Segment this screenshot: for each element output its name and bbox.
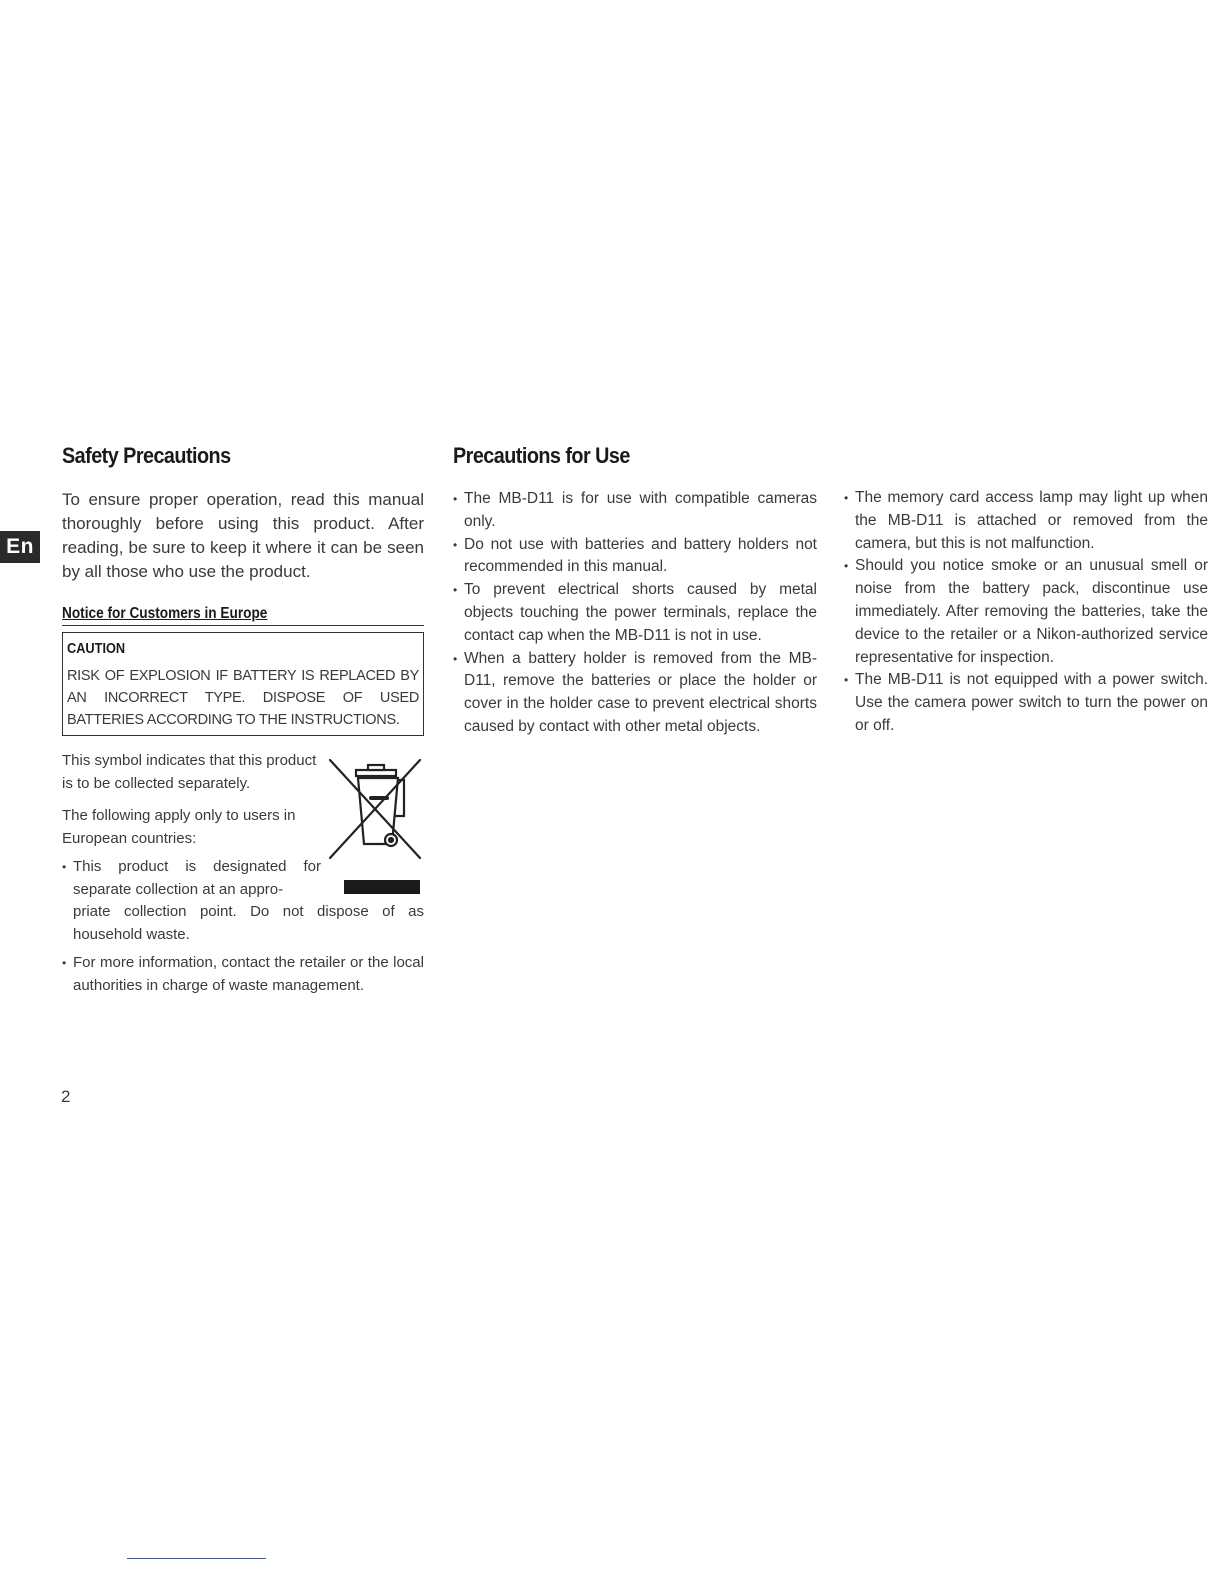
list-item <box>62 856 424 946</box>
caution-box <box>62 632 424 736</box>
precautions-continued-column <box>844 440 1208 738</box>
bullet-lead-text: • This product is designated for separate collection at an appro- <box>73 858 321 898</box>
disposal-symbol-section <box>62 750 424 997</box>
safety-intro-paragraph: To ensure proper operation, read this manual thoroughly before using this product. After reading, be sure to keep it where it can be seen by all those who use the product. <box>62 490 424 581</box>
list-item: • The memory card access lamp may light up when the MB-D11 is attached or removed from the camera, but this is not malfunction. <box>844 487 1208 555</box>
list-item: • The MB-D11 is for use with compatible cameras only. <box>453 488 817 534</box>
safety-precautions-column <box>62 440 424 997</box>
precautions-for-use-column <box>453 440 817 739</box>
caution-text: RISK OF EXPLOSION IF BATTERY IS REPLACED BY AN INCORRECT TYPE. DISPOSE OF USED BATTERIES ACCORDING TO THE INSTRUCTIONS. <box>67 668 419 728</box>
precautions-list <box>453 488 817 739</box>
caution-title: CAUTION <box>67 641 126 657</box>
list-item: • Should you notice smoke or an unusual smell or noise from the battery pack, discontinue use immediately. After removing the batteries, take the device to the retailer or a Nikon-authorized service representative for inspection. <box>844 555 1208 669</box>
list-item: • Do not use with batteries and battery holders not recommended in this manual. <box>453 534 817 580</box>
list-item: • To prevent electrical shorts caused by metal objects touching the power terminals, replace the contact cap when the MB-D11 is not in use. <box>453 579 817 647</box>
disposal-bullet-list <box>62 856 424 997</box>
symbol-description: This symbol indicates that this product is to be collected separately. <box>62 752 317 792</box>
list-item <box>62 952 424 997</box>
list-item: • The MB-D11 is not equipped with a power switch. Use the camera power switch to turn the power on or off. <box>844 669 1208 737</box>
bullet-text: For more information, contact the retailer or the local authorities in charge of waste management. <box>73 954 424 994</box>
precautions-for-use-heading: Precautions for Use <box>453 443 630 468</box>
notice-europe-heading <box>62 604 424 626</box>
page-number: 2 <box>61 1087 71 1106</box>
notice-europe-heading-text: Notice for Customers in Europe <box>62 605 268 622</box>
precautions-list-continued <box>844 487 1208 738</box>
footer-divider <box>127 1558 266 1559</box>
europe-apply-text: The following apply only to users in European countries: <box>62 807 296 847</box>
list-item: • When a battery holder is removed from the MB-D11, remove the batteries or place the holder or cover in the holder case to prevent electrical shorts caused by contact with other metal objects. <box>453 648 817 739</box>
safety-precautions-heading: Safety Precautions <box>62 443 231 468</box>
bullet-rest-text: priate collection point. Do not dispose of as household waste. <box>73 903 424 943</box>
language-tab: En <box>0 531 40 563</box>
